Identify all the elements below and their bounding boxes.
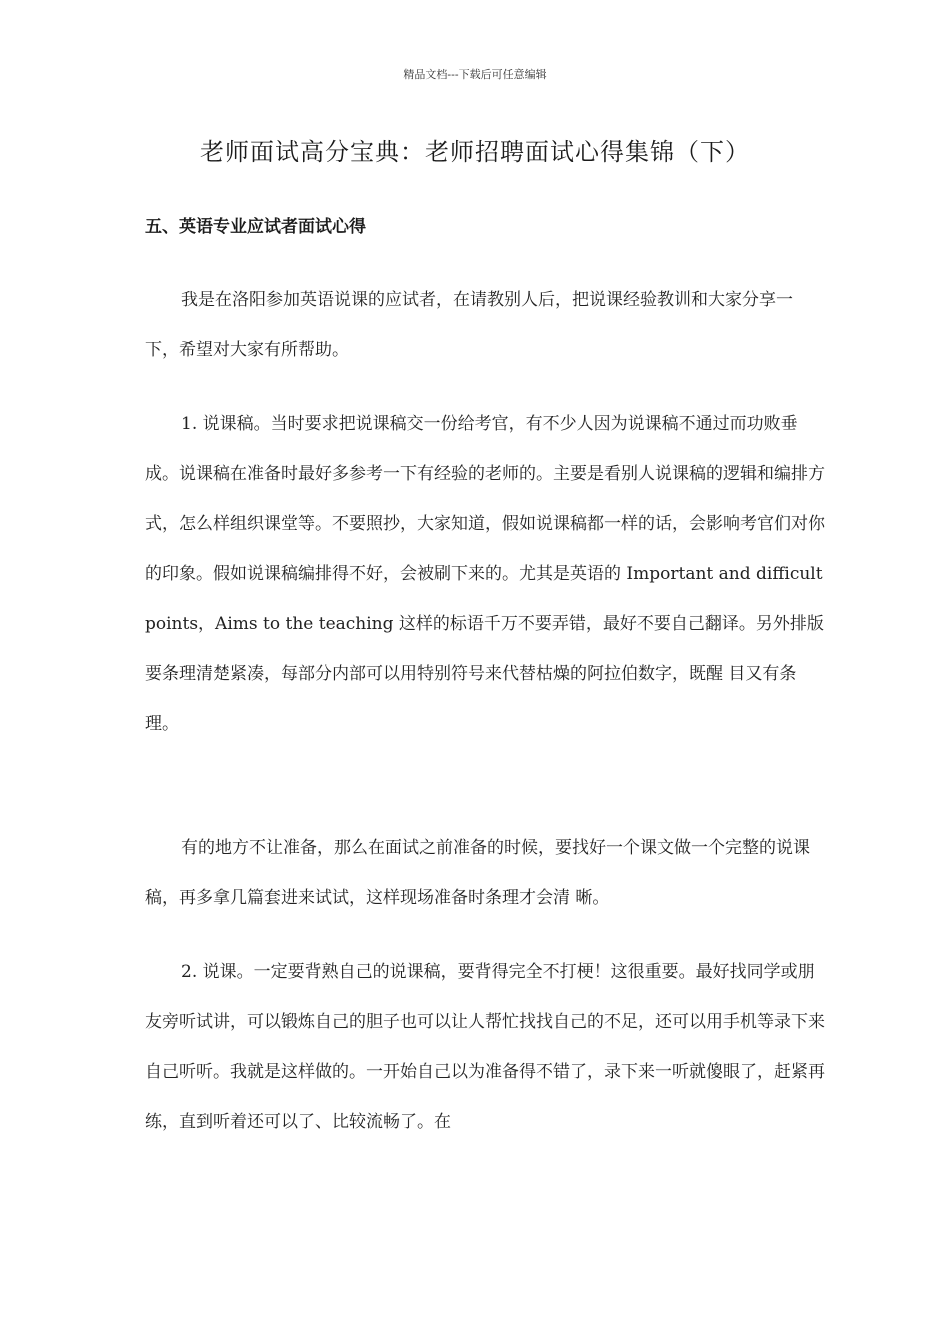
paragraph-intro: 我是在洛阳参加英语说课的应试者，在请教别人后，把说课经验教训和大家分享一下，希望对大家有所帮助。 xyxy=(145,290,793,360)
paragraph-lesson-talk: 2. 说课。一定要背熟自己的说课稿，要背得完全不打梗！这很重要。最好找同学或朋友旁听试讲，可以锻炼自己的胆子也可以让人帮忙找找自己的不足，还可以用手机等录下来自己听听。我就是这样做的。一开始自己以为准备得不错了，录下来一听就傻眼了，赶紧再练，直到听着还可以了、比较流畅了。在 xyxy=(145,962,825,1132)
page-header: 精品文档---下载后可任意编辑 xyxy=(403,68,547,81)
section-heading: 五、英语专业应试者面试心得 xyxy=(145,217,366,237)
paragraph-preparation: 有的地方不让准备，那么在面试之前准备的时候，要找好一个课文做一个完整的说课稿，再多拿几篇套进来试试，这样现场准备时条理才会清 晰。 xyxy=(145,838,810,908)
document-title: 老师面试高分宝典：老师招聘面试心得集锦（下） xyxy=(200,138,750,166)
paragraph-lesson-script: 1. 说课稿。当时要求把说课稿交一份给考官，有不少人因为说课稿不通过而功败垂成。说课稿在准备时最好多参考一下有经验的老师的。主要是看别人说课稿的逻辑和编排方式，怎么样组织课堂等。不要照抄，大家知道，假如说课稿都一样的话，会影响考官们对你的印象。假如说课稿编排得不好，会被刷下来的。尤其是英语的 Important and difficult points，Aims to the teaching 这样的标语千万不要弄错，最好不要自己翻译。另外排版要条理清楚紧凑，每部分内部可以用特别符号来代替枯燥的阿拉伯数字，既醒 目又有条理。 xyxy=(145,414,825,734)
